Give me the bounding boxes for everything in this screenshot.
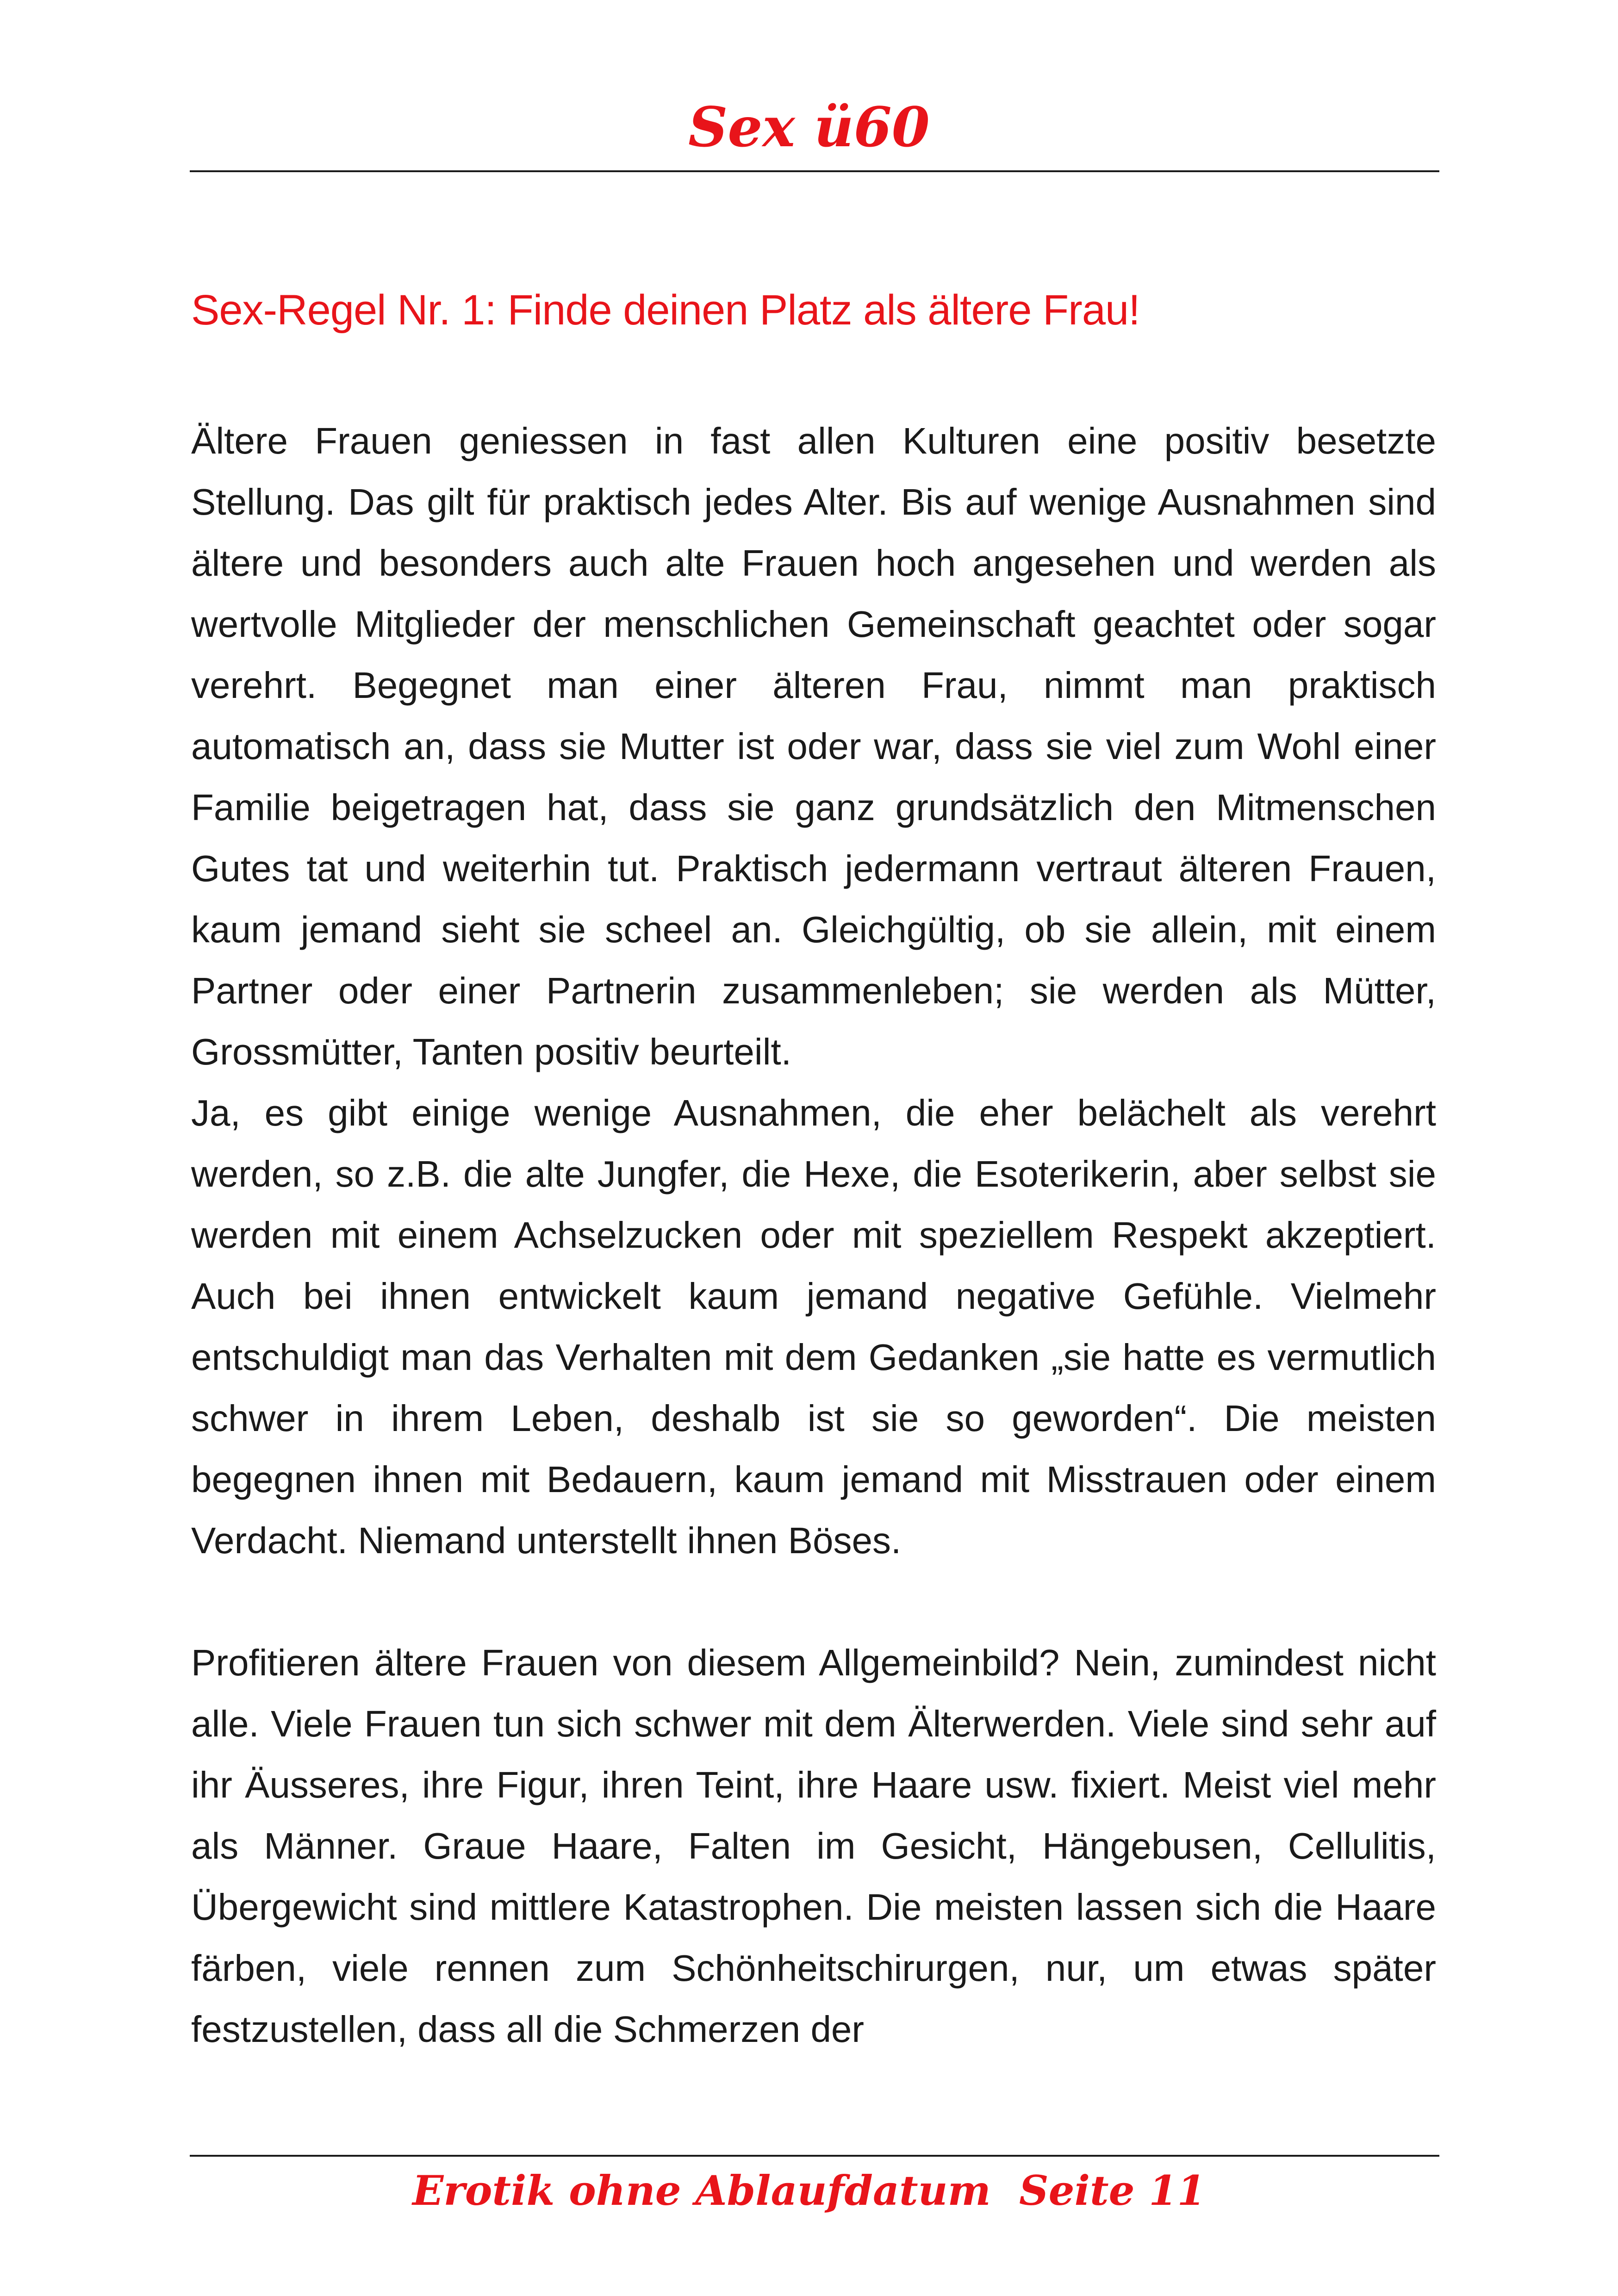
section-heading: Sex-Regel Nr. 1: Finde deinen Platz als ältere Frau! (191, 286, 1140, 334)
header-divider (190, 170, 1439, 172)
page-footer: Erotik ohne Ablaufdatum Seite 11 (412, 2166, 1206, 2215)
page-header-title: Sex ü60 (688, 95, 930, 159)
paragraph: Ja, es gibt einige wenige Ausnahmen, die eher belächelt als verehrt werden, so z.B. die alte Jungfer, die Hexe, die Esoterikerin, aber selbst sie werden mit einem Achselzucken oder mit speziellem Respekt akzeptiert. Auch bei ihnen entwickelt kaum jemand negative Gefühle. Vielmehr entschuldigt man das Verhalten mit dem Gedanken „sie hatte es vermutlich schwer in ihrem Leben, deshalb ist sie so geworden“. Die meisten begegnen ihnen mit Bedauern, kaum jemand mit Misstrauen oder einem Verdacht. Niemand unterstellt ihnen Böses. (191, 1092, 1436, 1561)
paragraph: Profitieren ältere Frauen von diesem Allgemeinbild? Nein, zumindest nicht alle. Viele Frauen tun sich schwer mit dem Älterwerden. Viele sind sehr auf ihr Äusseres, ihre Figur, ihren Teint, ihre Haare usw. fixiert. Meist viel mehr als Männer. Graue Haare, Falten im Gesicht, Hängebusen, Cellulitis, Übergewicht sind mittlere Katastrophen. Die meisten lassen sich die Haare färben, viele rennen zum Schönheitschirurgen, nur, um etwas später festzustellen, dass all die Schmerzen der (191, 1642, 1436, 2050)
footer-divider (190, 2155, 1439, 2157)
paragraph: Ältere Frauen geniessen in fast allen Kulturen eine positiv besetzte Stellung. Das gilt für praktisch jedes Alter. Bis auf wenige Ausnahmen sind ältere und besonders auch alte Frauen hoch angesehen und werden als wertvolle Mitglieder der menschlichen Gemeinschaft geachtet oder sogar verehrt. Begegnet man einer älteren Frau, nimmt man praktisch automatisch an, dass sie Mutter ist oder war, dass sie viel zum Wohl einer Familie beigetragen hat, dass sie ganz grundsätzlich den Mitmenschen Gutes tat und weiterhin tut. Praktisch jedermann vertraut älteren Frauen, kaum jemand sieht sie scheel an. Gleichgültig, ob sie allein, mit einem Partner oder einer Partnerin zusammenleben; sie werden als Mütter, Grossmütter, Tanten positiv beurteilt. (191, 420, 1436, 1072)
body-text (191, 411, 1436, 2060)
